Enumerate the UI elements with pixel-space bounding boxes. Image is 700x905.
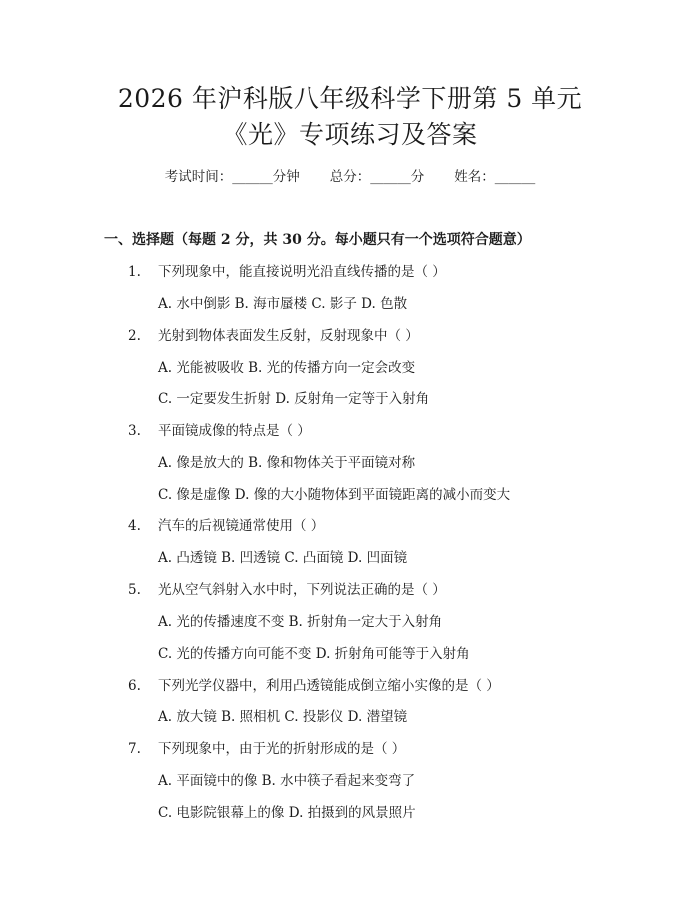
question-5-options-row-1: A. 光的传播速度不变 B. 折射角一定大于入射角	[158, 614, 443, 630]
question-number: 3.	[128, 423, 141, 439]
question-number: 5.	[128, 582, 141, 598]
question-number: 2.	[128, 328, 141, 344]
document-title-line2: 《光》专项练习及答案	[222, 120, 478, 149]
question-1-options-row-1: A. 水中倒影 B. 海市蜃楼 C. 影子 D. 色散	[158, 296, 408, 312]
question-number: 7.	[128, 741, 141, 757]
question-number: 1.	[128, 264, 141, 280]
exam-time-field: 考试时间：______分钟	[164, 169, 300, 185]
question-2	[128, 327, 419, 345]
exam-meta-line	[0, 168, 700, 186]
question-2-options-row-1: A. 光能被吸收 B. 光的传播方向一定会改变	[158, 360, 416, 376]
question-stem: 光从空气斜射入水中时，下列说法正确的是（ ）	[158, 582, 446, 598]
question-5	[128, 581, 446, 599]
question-6	[128, 677, 500, 695]
question-6-options-row-1: A. 放大镜 B. 照相机 C. 投影仪 D. 潜望镜	[158, 709, 408, 725]
question-1	[128, 263, 446, 281]
question-stem: 光射到物体表面发生反射，反射现象中（ ）	[158, 328, 419, 344]
question-number: 4.	[128, 518, 141, 534]
question-4	[128, 517, 324, 535]
question-stem: 下列现象中，由于光的折射形成的是（ ）	[158, 741, 406, 757]
question-2-options-row-2: C. 一定要发生折射 D. 反射角一定等于入射角	[158, 391, 430, 407]
question-stem: 下列光学仪器中，利用凸透镜能成倒立缩小实像的是（ ）	[158, 678, 500, 694]
question-7	[128, 740, 405, 758]
question-3-options-row-2: C. 像是虚像 D. 像的大小随物体到平面镜距离的减小而变大	[158, 487, 511, 503]
question-3	[128, 422, 311, 440]
question-stem: 汽车的后视镜通常使用（ ）	[158, 518, 325, 534]
question-stem: 下列现象中，能直接说明光沿直线传播的是（ ）	[158, 264, 446, 280]
section-heading-multiple-choice: 一、选择题（每题 2 分，共 30 分。每小题只有一个选项符合题意）	[104, 232, 531, 248]
question-3-options-row-1: A. 像是放大的 B. 像和物体关于平面镜对称	[158, 455, 416, 471]
document-title-line1: 2026 年沪科版八年级科学下册第 5 单元	[117, 84, 583, 113]
question-7-options-row-1: A. 平面镜中的像 B. 水中筷子看起来变弯了	[158, 773, 416, 789]
question-5-options-row-2: C. 光的传播方向可能不变 D. 折射角可能等于入射角	[158, 646, 470, 662]
total-score-field: 总分：______分	[329, 169, 425, 185]
student-name-field: 姓名：______	[454, 169, 536, 185]
question-4-options-row-1: A. 凸透镜 B. 凹透镜 C. 凸面镜 D. 凹面镜	[158, 550, 408, 566]
question-7-options-row-2: C. 电影院银幕上的像 D. 拍摄到的风景照片	[158, 805, 416, 821]
question-stem: 平面镜成像的特点是（ ）	[158, 423, 311, 439]
question-number: 6.	[128, 678, 141, 694]
